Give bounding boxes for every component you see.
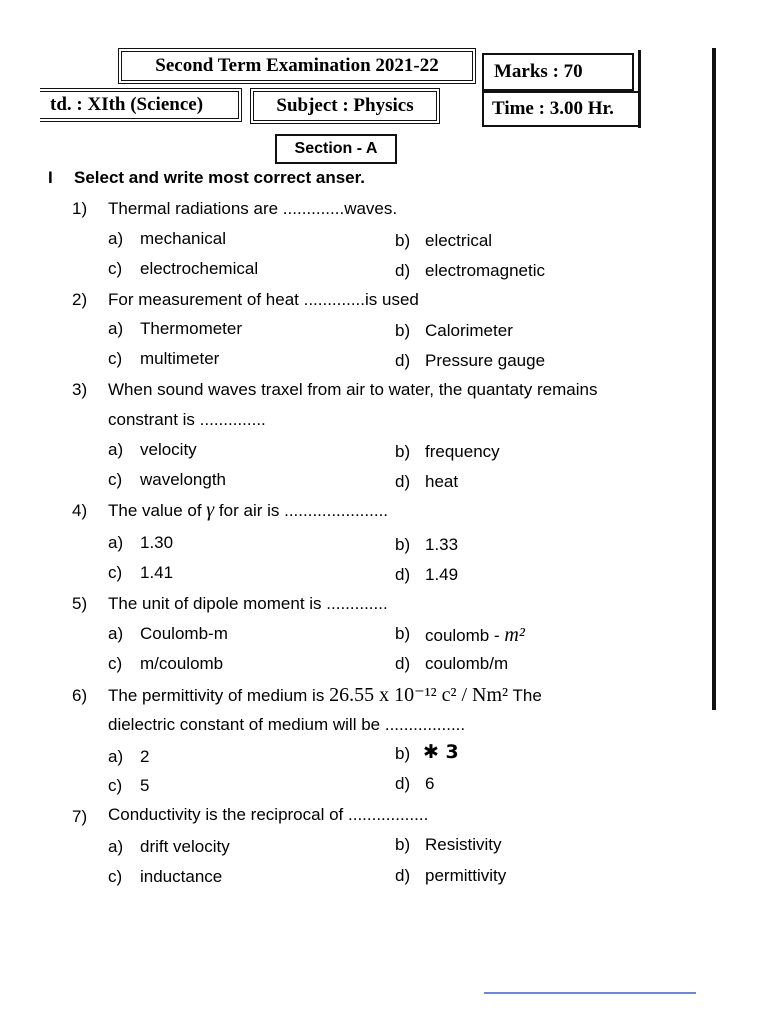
- std-text: td. : XIth (Science): [50, 94, 204, 115]
- q4-opt-b: 1.33: [425, 535, 459, 554]
- q7-number: 7): [72, 807, 88, 826]
- q1-number: 1): [72, 199, 88, 218]
- permittivity-formula: 26.55 x 10⁻¹² c² / Nm²: [329, 684, 509, 706]
- section-label: [275, 134, 397, 164]
- instruction-roman: I: [48, 168, 53, 187]
- subject-box: [250, 88, 440, 124]
- section-text: Section - A: [294, 140, 378, 157]
- q6-opt-c: 5: [140, 776, 150, 795]
- q3-opt-d-key: d): [395, 472, 411, 491]
- q3-text: When sound waves traxel from air to water, the quantaty remains: [108, 380, 598, 399]
- header-right-line: [638, 50, 641, 128]
- exam-title: [118, 48, 476, 84]
- q4-text: [108, 499, 388, 522]
- q6-opt-d-key: d): [395, 774, 411, 793]
- q2-opt-b-key: b): [395, 321, 411, 340]
- q6-text: [108, 682, 542, 707]
- q4-opt-b-key: b): [395, 535, 411, 554]
- q2-opt-c-key: c): [108, 349, 123, 368]
- std-box: [40, 88, 242, 122]
- q7-opt-c-key: c): [108, 867, 123, 886]
- q7-opt-b: Resistivity: [425, 835, 502, 854]
- marks-text: Marks : 70: [494, 61, 583, 82]
- q5-opt-d: coulomb/m: [425, 654, 509, 673]
- q2-opt-d-key: d): [395, 351, 411, 370]
- q1-opt-d: electromagnetic: [425, 261, 546, 280]
- marks-box: [482, 53, 634, 91]
- q2-number: 2): [72, 290, 88, 309]
- q6-text-before: The permittivity of medium is: [108, 686, 325, 705]
- q3-opt-b: frequency: [425, 442, 500, 461]
- q4-text-after: for air is ......................: [218, 501, 389, 520]
- q5-opt-b-text: coulomb -: [425, 626, 500, 645]
- q6-opt-c-key: c): [108, 776, 123, 795]
- q4-text-before: The value of: [108, 501, 202, 520]
- q1-opt-d-key: d): [395, 261, 411, 280]
- q6-text-line2: dielectric constant of medium will be .................: [108, 715, 466, 734]
- q2-opt-a-key: a): [108, 319, 124, 338]
- q5-opt-b: [425, 624, 525, 647]
- q6-opt-a-key: a): [108, 747, 124, 766]
- q7-opt-d-key: d): [395, 866, 411, 885]
- time-text: Time : 3.00 Hr.: [492, 98, 614, 119]
- q2-opt-a: Thermometer: [140, 319, 243, 338]
- q3-opt-a: velocity: [140, 440, 197, 459]
- instruction-text: Select and write most correct anser.: [74, 168, 366, 187]
- q4-opt-d: 1.49: [425, 565, 459, 584]
- q4-number: 4): [72, 501, 88, 520]
- q5-opt-c: m/coulomb: [140, 654, 224, 673]
- m-squared: m²: [504, 624, 525, 646]
- q3-opt-d: heat: [425, 472, 459, 491]
- q1-opt-b: electrical: [425, 231, 493, 250]
- exam-title-text: Second Term Examination 2021-22: [155, 55, 439, 76]
- footer-line: [484, 992, 696, 994]
- q3-opt-b-key: b): [395, 442, 411, 461]
- q1-opt-c-key: c): [108, 259, 123, 278]
- q4-opt-c-key: c): [108, 563, 123, 582]
- q5-opt-b-key: b): [395, 624, 411, 643]
- q5-opt-a-key: a): [108, 624, 124, 643]
- gamma-symbol: γ: [206, 499, 215, 521]
- q1-opt-b-key: b): [395, 231, 411, 250]
- q4-opt-a: 1.30: [140, 533, 174, 552]
- q2-opt-c: multimeter: [140, 349, 220, 368]
- q5-opt-c-key: c): [108, 654, 123, 673]
- q3-number: 3): [72, 380, 88, 399]
- q1-opt-c: electrochemical: [140, 259, 259, 278]
- q5-text: The unit of dipole moment is .............: [108, 594, 388, 613]
- q1-text: Thermal radiations are .............waves.: [108, 199, 398, 218]
- right-edge-line: [712, 48, 716, 710]
- time-box: [482, 91, 640, 127]
- q6-number: 6): [72, 686, 88, 705]
- q6-opt-b: ✱ 3: [423, 741, 459, 763]
- q5-opt-d-key: d): [395, 654, 411, 673]
- q6-text-after: The: [512, 686, 542, 705]
- q6-opt-b-key: b): [395, 744, 411, 763]
- q1-opt-a: mechanical: [140, 229, 226, 248]
- q4-opt-a-key: a): [108, 533, 124, 552]
- q5-number: 5): [72, 594, 88, 613]
- subject-text: Subject : Physics: [276, 95, 414, 116]
- q3-opt-c: wavelongth: [140, 470, 227, 489]
- q6-opt-d: 6: [425, 774, 435, 793]
- q3-opt-a-key: a): [108, 440, 124, 459]
- q3-opt-c-key: c): [108, 470, 123, 489]
- q2-opt-b: Calorimeter: [425, 321, 513, 340]
- q6-opt-a: 2: [140, 747, 150, 766]
- q7-opt-a-key: a): [108, 837, 124, 856]
- q4-opt-c: 1.41: [140, 563, 174, 582]
- q7-opt-d: permittivity: [425, 866, 507, 885]
- q1-opt-a-key: a): [108, 229, 124, 248]
- q7-opt-a: drift velocity: [140, 837, 230, 856]
- q7-opt-c: inductance: [140, 867, 223, 886]
- q7-opt-b-key: b): [395, 835, 411, 854]
- q2-text: For measurement of heat .............is used: [108, 290, 419, 309]
- q2-opt-d: Pressure gauge: [425, 351, 546, 370]
- q5-opt-a: Coulomb-m: [140, 624, 228, 643]
- q3-text-line2: constrant is ..............: [108, 410, 266, 429]
- q7-text: Conductivity is the reciprocal of .................: [108, 805, 429, 824]
- q4-opt-d-key: d): [395, 565, 411, 584]
